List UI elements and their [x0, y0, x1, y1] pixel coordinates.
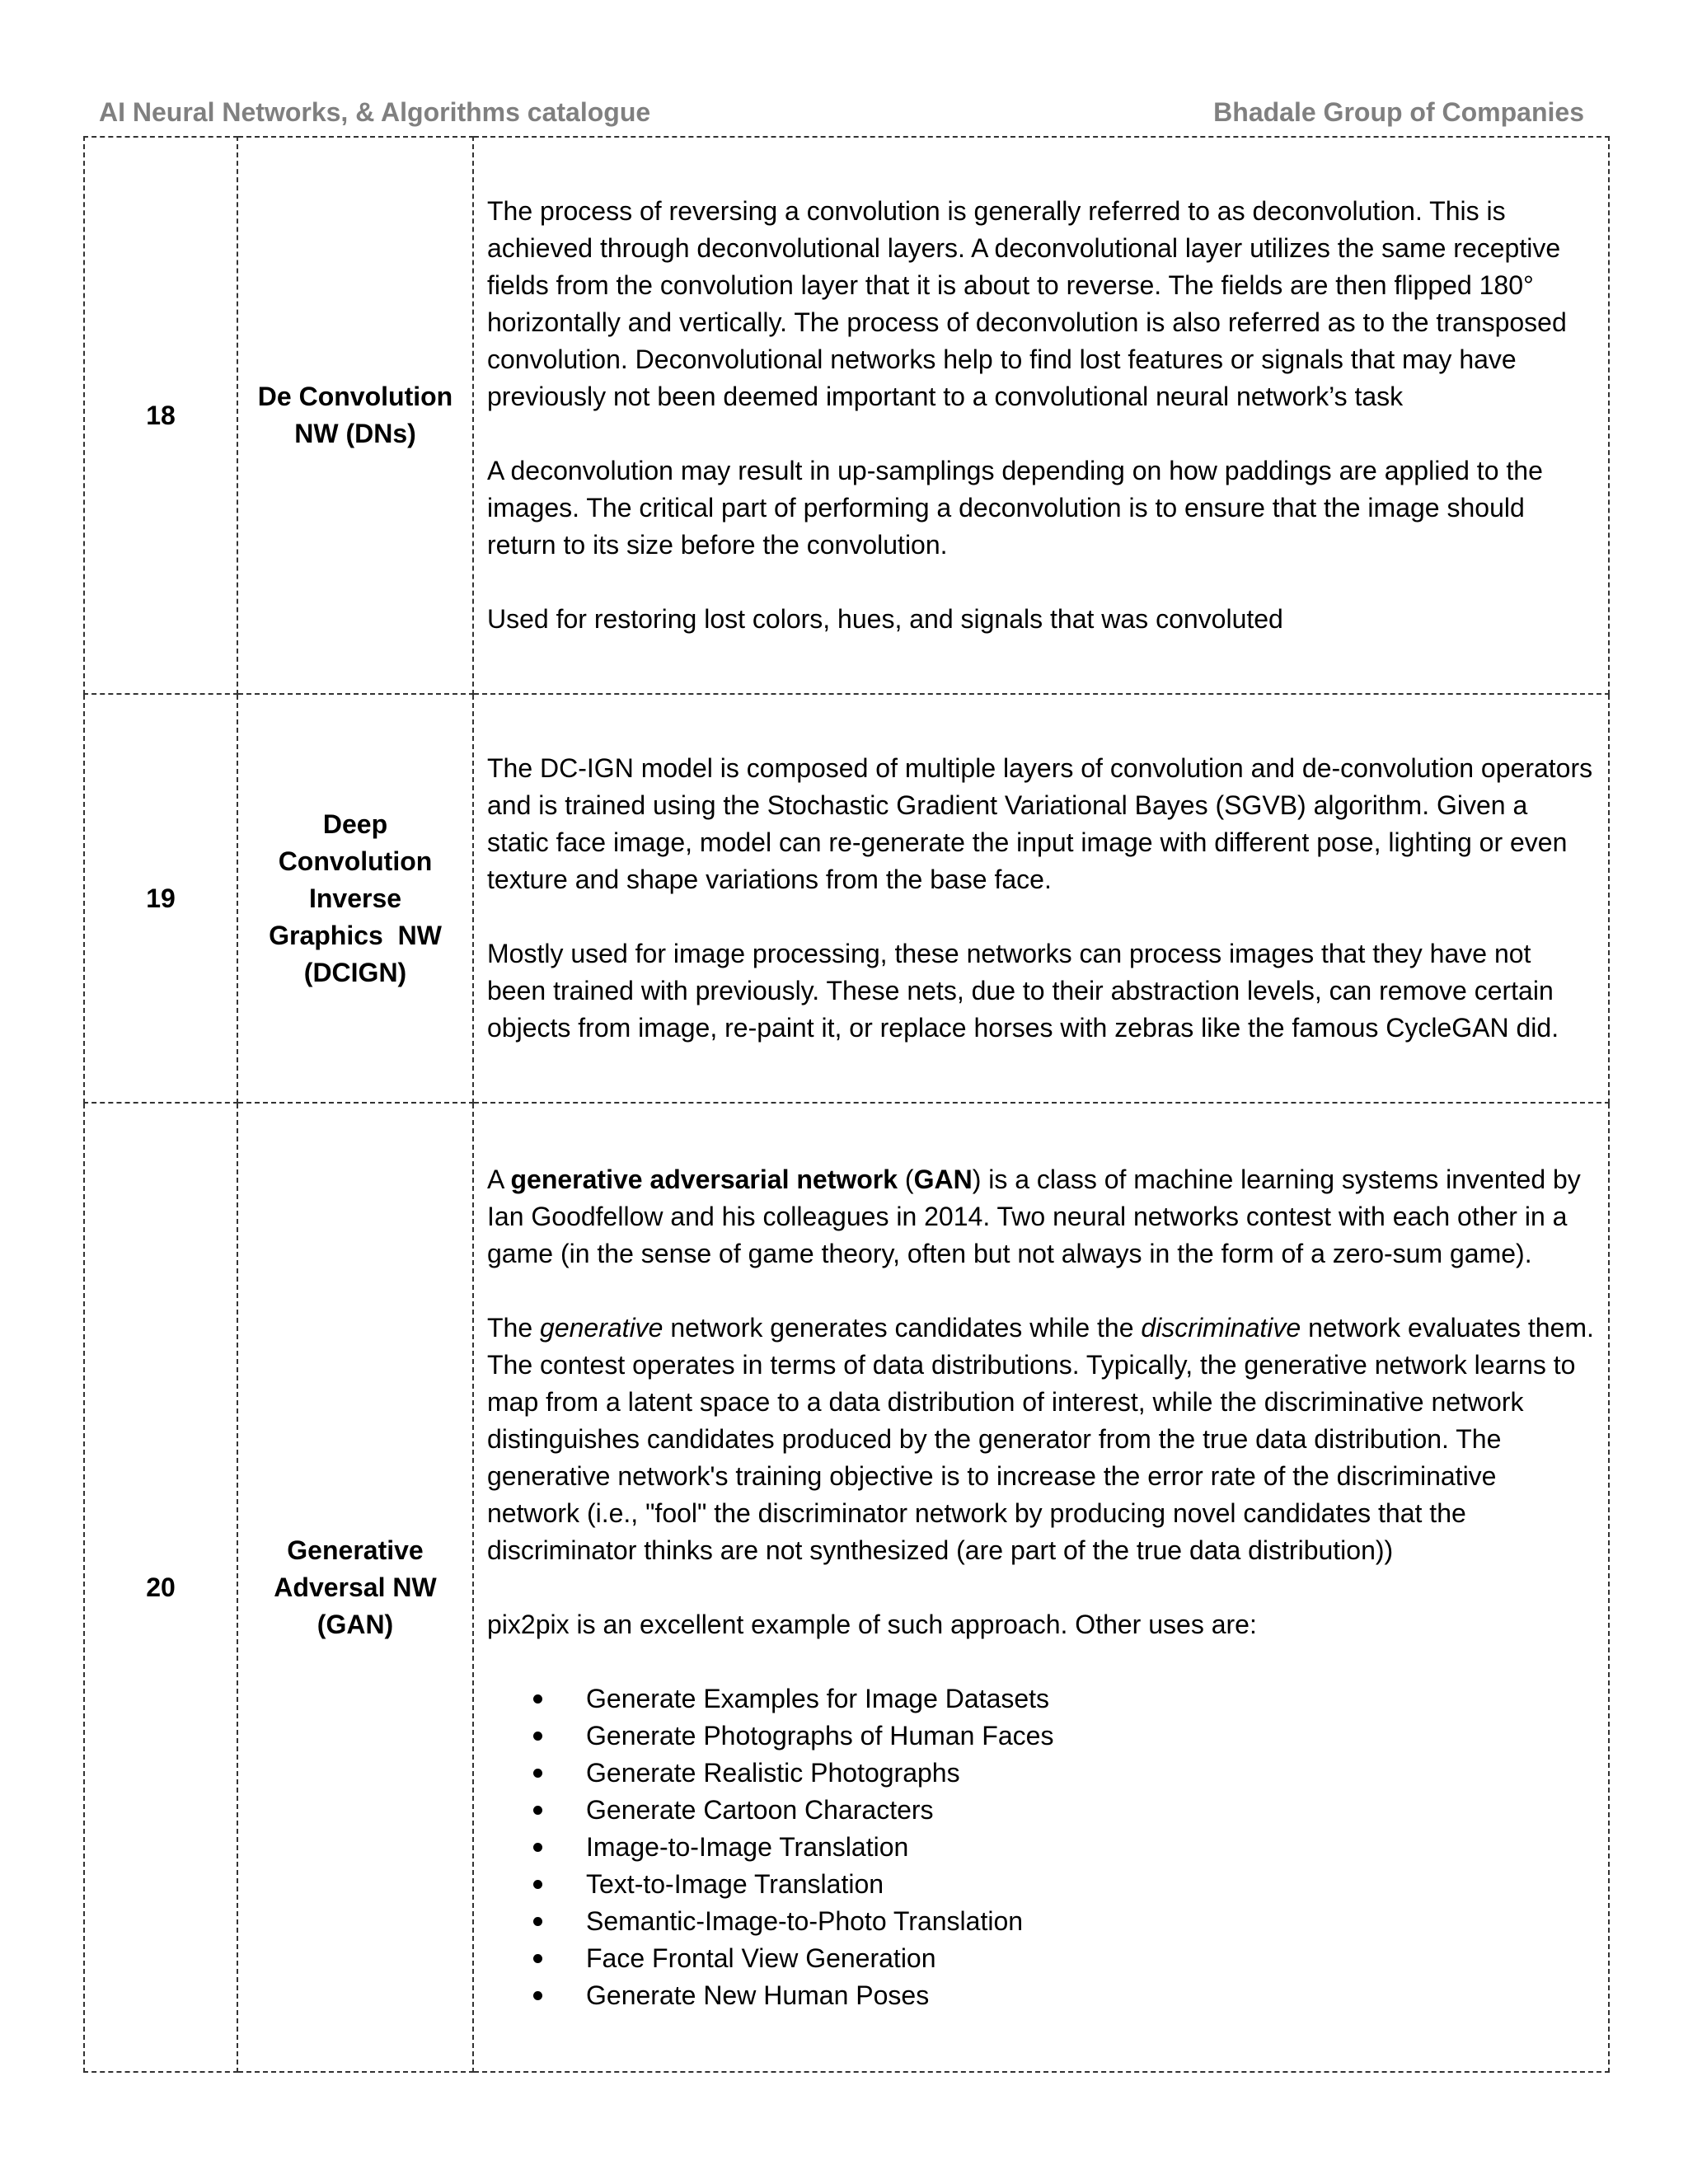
row-number: 20 [84, 1103, 237, 2072]
description-paragraph: Mostly used for image processing, these networks can process images that they have not been trained with previously. These nets, due to their abstraction levels, can remove certain objects from image, re-paint it, or replace horses with zebras like the famous CycleGAN did. [487, 939, 1559, 1043]
list-item: Face Frontal View Generation [586, 1940, 1595, 1977]
description-paragraph: pix2pix is an excellent example of such approach. Other uses are: [487, 1609, 1257, 1639]
network-name [237, 694, 473, 1103]
network-name-line: (GAN) [316, 1609, 394, 1639]
row-number: 18 [84, 137, 237, 694]
network-description [473, 1103, 1609, 2072]
network-description [473, 137, 1609, 694]
list-item: Generate Realistic Photographs [586, 1755, 1595, 1792]
network-name-line: Adversal NW [274, 1572, 437, 1602]
description-paragraph: Used for restoring lost colors, hues, and signals that was convoluted [487, 604, 1283, 634]
description-paragraph: The DC-IGN model is composed of multiple layers of convolution and de-convolution operators and is trained using the Stochastic Gradient Variational Bayes (SGVB) algorithm. Given a static face image, model can re-generate the input image with different pose, lighting or even texture and shape variations from the base face. [487, 753, 1593, 894]
list-item: Semantic-Image-to-Photo Translation [586, 1903, 1595, 1940]
text-run: A [487, 1164, 511, 1194]
bold-term: GAN [913, 1164, 973, 1194]
row-number: 19 [84, 694, 237, 1103]
network-name-line: Generative [287, 1535, 424, 1565]
uses-list [487, 1680, 1595, 2014]
italic-term: generative [540, 1312, 663, 1343]
network-name-line: De Convolution [257, 382, 453, 411]
description-paragraph: A deconvolution may result in up-samplings depending on how paddings are applied to the images. The critical part of performing a deconvolution is to ensure that the image should return to its size before the convolution. [487, 456, 1543, 560]
list-item: Generate Photographs of Human Faces [586, 1718, 1595, 1755]
list-item: Text-to-Image Translation [586, 1866, 1595, 1903]
network-name-line: Deep [322, 808, 388, 839]
network-name [237, 1103, 473, 2072]
network-name-line: Convolution [278, 846, 433, 876]
table-row [84, 137, 1609, 694]
list-item: Generate Examples for Image Datasets [586, 1680, 1595, 1718]
bold-term: generative adversarial network [510, 1164, 898, 1194]
text-run: ( [898, 1164, 914, 1194]
italic-term: discriminative [1141, 1312, 1301, 1343]
network-name [237, 137, 473, 694]
description-paragraph: The process of reversing a convolution is generally referred to as deconvolution. This is achieved through deconvolutional layers. A deconvolutional layer utilizes the same receptive fields from the convolution layer that it is about to reverse. The fields are then flipped 180° horizontally and vertically. The process of deconvolution is also referred as to the transposed convolution. Deconvolutional networks help to find lost features or signals that may have previously not been deemed important to a convolutional neural network’s task [487, 196, 1567, 411]
network-name-line: NW (DNs) [294, 419, 416, 448]
text-run: network generates candidates while the [663, 1312, 1142, 1343]
network-name-line: Graphics NW [269, 920, 442, 950]
table-row [84, 694, 1609, 1103]
text-run: ) is a class of machine learning systems invented by Ian Goodfellow and his colleagues in 2014. Two neural networks contest with each other in a game (in the sense of game theory, often but not always in the form of a zero-sum game). [487, 1164, 1581, 1268]
description-paragraph [487, 1161, 1595, 1272]
network-name-line: (DCIGN) [303, 957, 407, 987]
table-row [84, 1103, 1609, 2072]
list-item: Image-to-Image Translation [586, 1829, 1595, 1866]
header-title: AI Neural Networks, & Algorithms catalogue [99, 97, 651, 127]
catalog-table [83, 136, 1610, 2073]
header-company: Bhadale Group of Companies [1213, 97, 1584, 127]
network-name-line: Inverse [308, 883, 402, 913]
text-run: network evaluates them. The contest operates in terms of data distributions. Typically, the generative network learns to map from a latent space to a data distribution of interest, while the discriminative network distinguishes candidates produced by the generator from the true data distribution. The generative network's training objective is to increase the error rate of the discriminative network (i.e., "fool" the discriminator network by producing novel candidates that the discriminator thinks are not synthesized (are part of the true data distribution)) [487, 1312, 1594, 1565]
text-run: The [487, 1312, 541, 1343]
description-paragraph [487, 1310, 1595, 1569]
list-item: Generate New Human Poses [586, 1977, 1595, 2014]
list-item: Generate Cartoon Characters [586, 1792, 1595, 1829]
network-description [473, 694, 1609, 1103]
